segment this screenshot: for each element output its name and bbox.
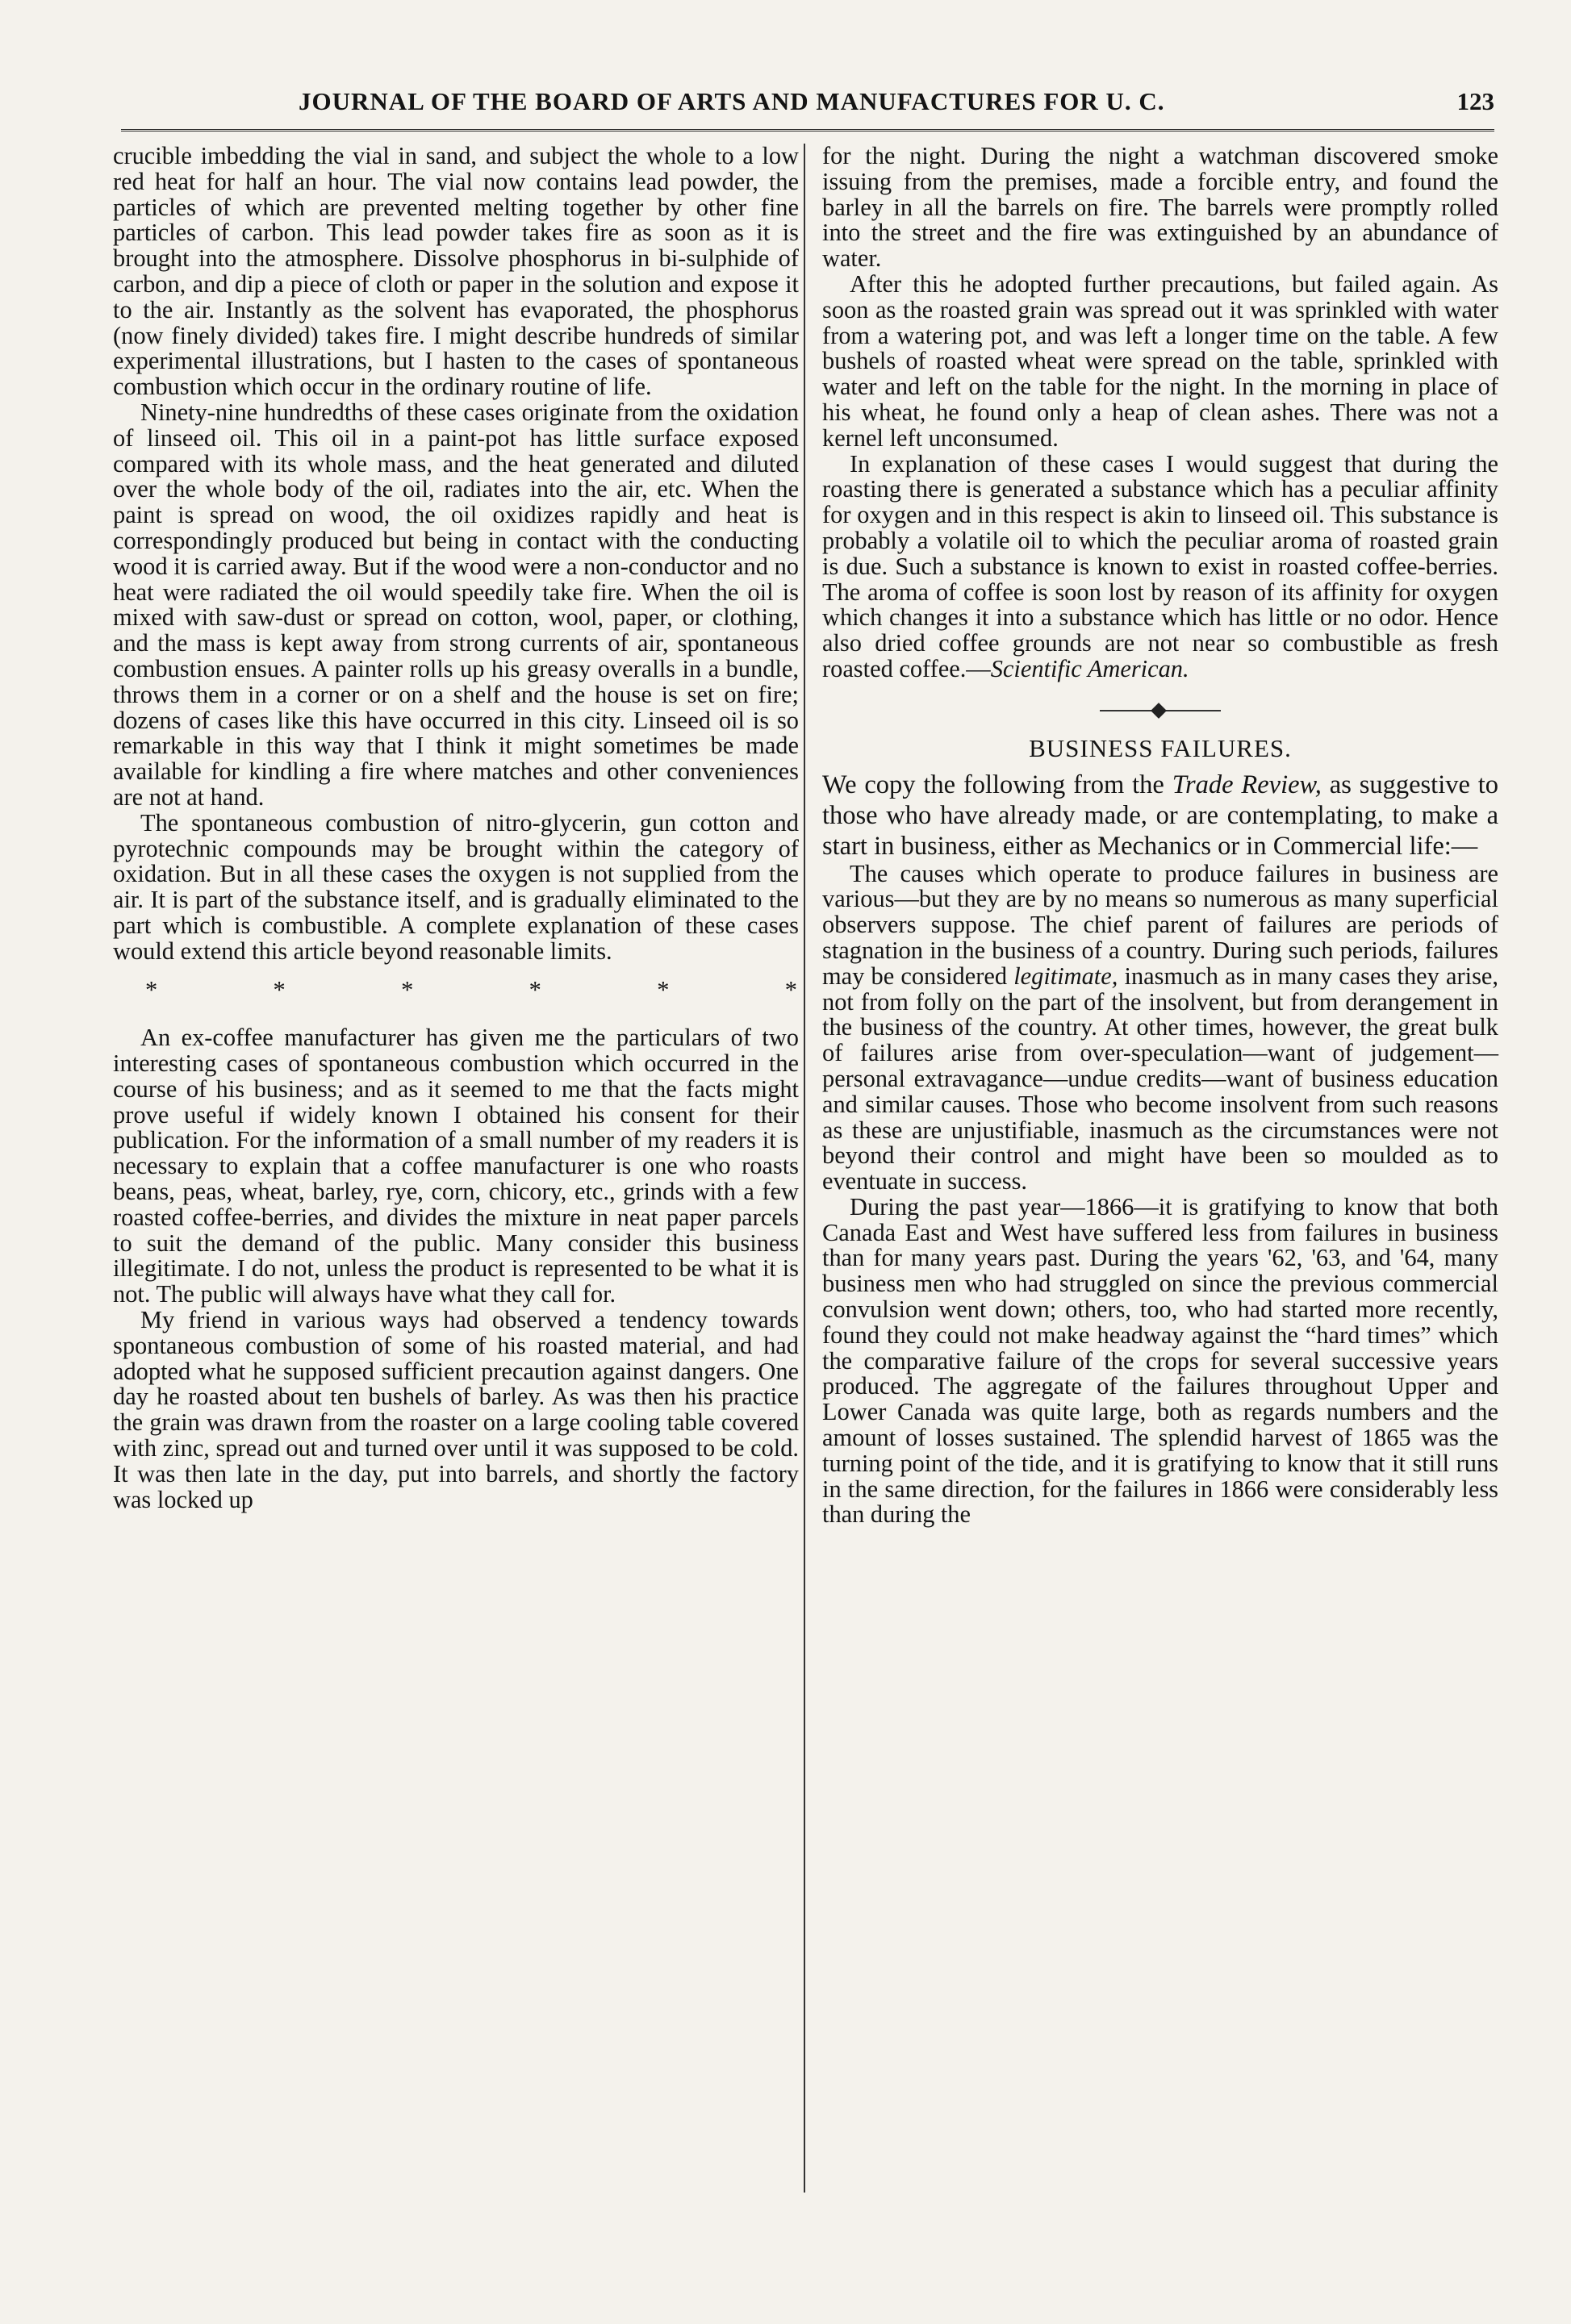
paragraph: An ex-coffee manufacturer has given me the particulars of two interesting cases of spontaneous combustion which occurred in the course of his business; and as it seemed to me that the facts might prove useful if widely known I obtained his consent for their publication. For the information of a small number of my readers it is necessary to explain that a coffee manufacturer is one who roasts beans, peas, wheat, barley, rye, corn, chicory, etc., grinds with a few roasted coffee-berries, and divides the mixture in neat paper parcels to suit the demand of the public. Many consider this business illegitimate. I do not, unless the product is represented to be what it is not. The public will always have what they call for. — [113, 1024, 799, 1308]
intro-paragraph — [822, 770, 1498, 862]
paragraph: During the past year—1866—it is gratifying to know that both Canada East and West have suffered less from failures in business than for many years past. During the years '62, '63, and '64, many business men who had struggled on since the previous commercial convulsion went down; others, too, who had started more recently, found they could not make headway against the “hard times” which the comparative failure of the crops for several successive years produced. The aggregate of the failures throughout Upper and Lower Canada was quite large, both as regards numbers and the amount of losses sustained. The splendid harvest of 1865 was the turning point of the tide, and it is gratifying to know that it still runs in the same direction, for the failures in 1866 were considerably less than during the — [822, 1192, 1498, 1529]
left-column — [113, 144, 799, 1512]
paragraph: for the night. During the night a watchman discovered smoke issuing from the premises, made a forcible entry, and found the barley in all the barrels on fire. The barrels were promptly rolled into the street and the fire was extinguished by an abundance of water. — [822, 142, 1498, 273]
paragraph: The spontaneous combustion of nitro-glycerin, gun cotton and pyrotechnic compounds may be brought within the category of oxidation. But in all these cases the oxygen is not supplied from the air. It is part of the substance itself, and is gradually eliminated to the part which is combustible. A complete explanation of these cases would extend this article beyond reasonable limits. — [113, 808, 799, 965]
section-break-stars: * * * * * * — [145, 975, 799, 1003]
paragraph-text: The causes which operate to produce failures in business are various—but they are by no means so numerous as many superficial observers suppose. The chief parent of failures are periods of stagnation in the business of a country. During such periods, failures may be considered — [822, 859, 1498, 990]
section-title: BUSINESS FAILURES. — [1029, 733, 1292, 762]
page-number: 123 — [1456, 87, 1494, 115]
right-column — [822, 144, 1498, 1528]
paragraph — [822, 859, 1498, 1195]
source-citation: Scientific American. — [990, 654, 1189, 682]
paragraph: My friend in various ways had observed a tendency towards spontaneous combustion of some of his roasted material, and had adopted what he supposed sufficient precaution against dangers. One day he roasted about ten bushels of barley. As was then his practice the grain was drawn from the roaster on a large cooling table covered with zinc, spread out and turned over until it was supposed to be cold. It was then late in the day, put into barrels, and shortly the factory was locked up — [113, 1306, 799, 1513]
emphasis: legitimate, — [1013, 962, 1118, 990]
source-name: Trade Review, — [1172, 770, 1322, 799]
paragraph: crucible imbedding the vial in sand, and subject the whole to a low red heat for half an hour. The vial now contains lead powder, the particles of which are prevented melting together by other fine particles of carbon. This lead powder takes fire as soon as it is brought into the atmosphere. Dissolve phosphorus in bi-sulphide of carbon, and dip a piece of cloth or paper in the solution and expose it to the air. Instantly as the solvent has evaporated, the phosphorus (now finely divided) takes fire. I might describe hundreds of similar experimental illustrations, but I hasten to the cases of spontaneous combustion which occur in the ordinary routine of life. — [113, 142, 799, 401]
intro-text: as suggestive to those who have already made, or are contemplating, to make a start in business, either as Mechanics or in Commercial life:— — [822, 770, 1499, 861]
paragraph-text: inasmuch as in many cases they arise, not from folly on the part of the insolvent, but from derangement in the business of the country. At other times, however, the great bulk of failures arise from over-speculation—want of judgement—personal extravagance—undue credits—want of business education and similar causes. Those who become insolvent from such reasons as these are unjustifiable, inasmuch as the circumstances were not beyond their control and might have been so moulded as to eventuate in success. — [822, 962, 1498, 1195]
paragraph-text: In explanation of these cases I would suggest that during the roasting there is generated a substance which has a peculiar affinity for oxygen and in this respect is akin to linseed oil. This substance is probably a volatile oil to which the peculiar aroma of roasted grain is due. Such a substance is known to exist in roasted coffee-berries. The aroma of coffee is soon lost by reason of its affinity for oxygen which changes it into a substance which has little or no odor. Hence also dried coffee grounds are not near so combustible as fresh roasted coffee.— — [822, 449, 1498, 682]
ornamental-divider — [1100, 710, 1221, 711]
column-divider — [804, 144, 805, 2193]
paragraph: After this he adopted further precautions, but failed again. As soon as the roasted grain was spread out it was sprinkled with water from a watering pot, and was left a longer time on the table. A few bushels of roasted wheat were spread on the table, sprinkled with water and left on the table for the night. In the morning in place of his wheat, he found only a heap of clean ashes. There was not a kernel left unconsumed. — [822, 269, 1498, 452]
intro-text: We copy the following from the — [822, 770, 1172, 799]
paragraph: Ninety-nine hundredths of these cases originate from the oxidation of linseed oil. This oil in a paint-pot has little surface exposed compared with its whole mass, and the heat generated and diluted over the whole body of the oil, radiates into the air, etc. When the paint is spread on wood, the oil oxidizes rapidly and heat is correspondingly produced but being in contact with the conducting wood it is carried away. But if the wood were a non-conductor and no heat were radiated the oil would speedily take fire. When the oil is mixed with saw-dust or spread on cotton, wool, paper, or clothing, and the mass is kept away from strong currents of air, spontaneous combustion ensues. A painter rolls up his greasy overalls in a bundle, throws them in a corner or on a shelf and the house is set on fire; dozens of cases like this have occurred in this city. Linseed oil is so remarkable in this way that I think it might sometimes be made available for kindling a fire where matches and other conveniences are not at hand. — [113, 398, 799, 811]
journal-title: JOURNAL OF THE BOARD OF ARTS AND MANUFACTURES FOR U. C. — [299, 87, 1165, 115]
paragraph — [822, 449, 1498, 682]
running-header — [121, 87, 1494, 131]
